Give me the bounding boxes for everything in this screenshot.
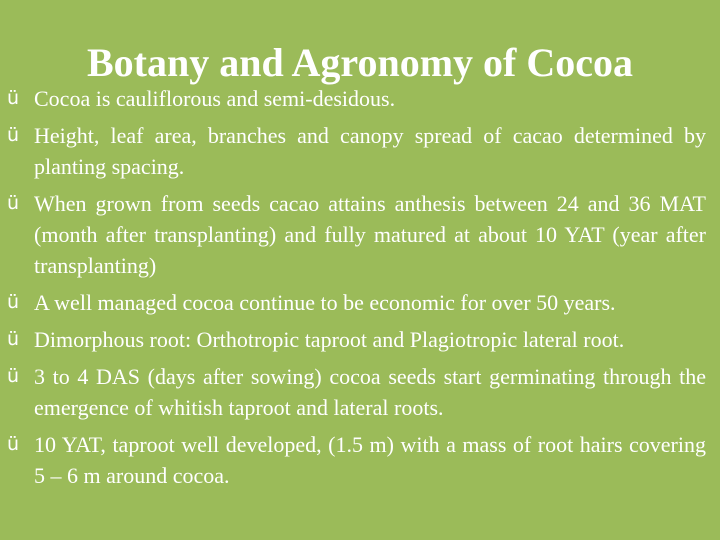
bullet-text: When grown from seeds cacao attains anthesis between 24 and 36 MAT (month after transplanting) and fully matured at about 10 YAT (year after transplanting) <box>34 191 706 278</box>
bullet-text: A well managed cocoa continue to be economic for over 50 years. <box>34 290 616 315</box>
bullet-list <box>0 83 720 497</box>
check-mark-icon: ü <box>7 291 20 313</box>
bullet-item <box>0 287 720 318</box>
check-mark-icon: ü <box>7 192 20 214</box>
bullet-item <box>0 188 720 281</box>
bullet-text: Cocoa is cauliflorous and semi-desidous. <box>34 86 396 111</box>
check-mark-icon: ü <box>7 87 20 109</box>
bullet-item <box>0 324 720 355</box>
bullet-item <box>0 429 720 491</box>
bullet-text: 10 YAT, taproot well developed, (1.5 m) with a mass of root hairs covering 5 – 6 m around cocoa. <box>34 432 706 488</box>
check-mark-icon: ü <box>7 328 20 350</box>
bullet-text: Dimorphous root: Orthotropic taproot and Plagiotropic lateral root. <box>34 327 625 352</box>
bullet-item <box>0 361 720 423</box>
bullet-item <box>0 83 720 114</box>
check-mark-icon: ü <box>7 124 20 146</box>
check-mark-icon: ü <box>7 365 20 387</box>
check-mark-icon: ü <box>7 433 20 455</box>
slide-title: Botany and Agronomy of Cocoa <box>87 39 633 85</box>
bullet-item <box>0 120 720 182</box>
bullet-text: Height, leaf area, branches and canopy spread of cacao determined by planting spacing. <box>34 123 706 179</box>
bullet-text: 3 to 4 DAS (days after sowing) cocoa seeds start germinating through the emergence of whitish taproot and lateral roots. <box>34 364 706 420</box>
